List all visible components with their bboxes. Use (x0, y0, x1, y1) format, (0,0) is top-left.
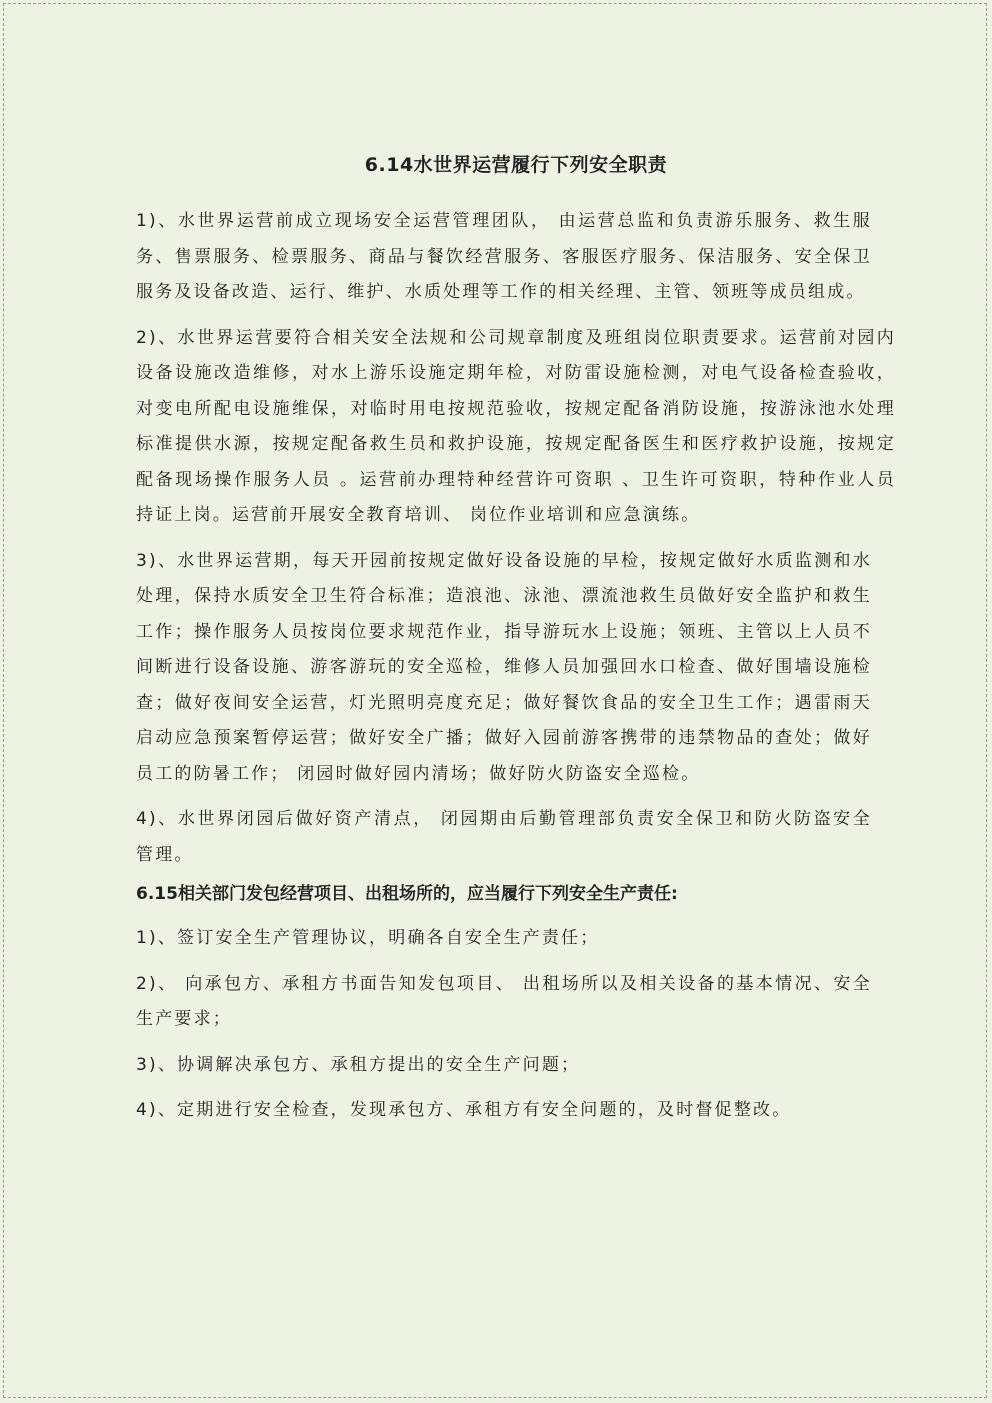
section-6-14-item-3: 3)、水世界运营期，每天开园前按规定做好设备设施的早检，按规定做好水质监测和水处理，保持水质安全卫生符合标准；造浪池、泳池、漂流池救生员做好安全监护和救生工作；操作服务人员按岗位要求规范作业，指导游玩水上设施；领班、主管以上人员不间断进行设备设施、游客游玩的安全巡检，维修人员加强回水口检查、做好围墙设施检查；做好夜间安全运营，灯光照明亮度充足；做好餐饮食品的安全卫生工作；遇雷雨天启动应急预案暂停运营；做好安全广播；做好入园前游客携带的违禁物品的查处；做好员工的防暑工作； 闭园时做好园内清场；做好防火防盗安全巡检。 (136, 550, 872, 784)
section-6-14-title: 6.14水世界运营履行下列安全职责 (364, 154, 668, 176)
document-body (136, 148, 896, 1139)
section-6-15-item-1: 1)、签订安全生产管理协议，明确各自安全生产责任； (136, 928, 600, 948)
section-6-15-item-2: 2)、 向承包方、承租方书面告知发包项目、 出租场所以及相关设备的基本情况、安全生产要求； (136, 973, 872, 1029)
section-6-15-item-3: 3)、协调解决承包方、承租方提出的安全生产问题； (136, 1054, 581, 1075)
section-6-15-item-4: 4)、定期进行安全检查，发现承包方、承租方有安全问题的，及时督促整改。 (136, 1100, 792, 1120)
section-6-14-item-1: 1)、水世界运营前成立现场安全运营管理团队， 由运营总监和负责游乐服务、救生服务、售票服务、检票服务、商品与餐饮经营服务、客服医疗服务、保洁服务、安全保卫服务及设备改造、运行、维护、水质处理等工作的相关经理、主管、领班等成员组成。 (136, 211, 872, 302)
section-6-14-item-2: 2)、水世界运营要符合相关安全法规和公司规章制度及班组岗位职责要求。运营前对园内设备设施改造维修，对水上游乐设施定期年检，对防雷设施检测，对电气设备检查验收，对变电所配电设施维保，对临时用电按规范验收，按规定配备消防设施，按游泳池水处理标准提供水源，按规定配备救生员和救护设施，按规定配备医生和医疗救护设施，按规定配备现场操作服务人员 。运营前办理特种经营许可资职 、卫生许可资职，特种作业人员持证上岗。运营前开展安全教育培训、 岗位作业培训和应急演练。 (136, 327, 896, 525)
section-6-14-item-4: 4)、水世界闭园后做好资产清点， 闭园期由后勤管理部负责安全保卫和防火防盗安全管理。 (136, 809, 872, 865)
section-6-15-title: 6.15相关部门发包经营项目、出租场所的，应当履行下列安全生产责任: (136, 884, 678, 904)
